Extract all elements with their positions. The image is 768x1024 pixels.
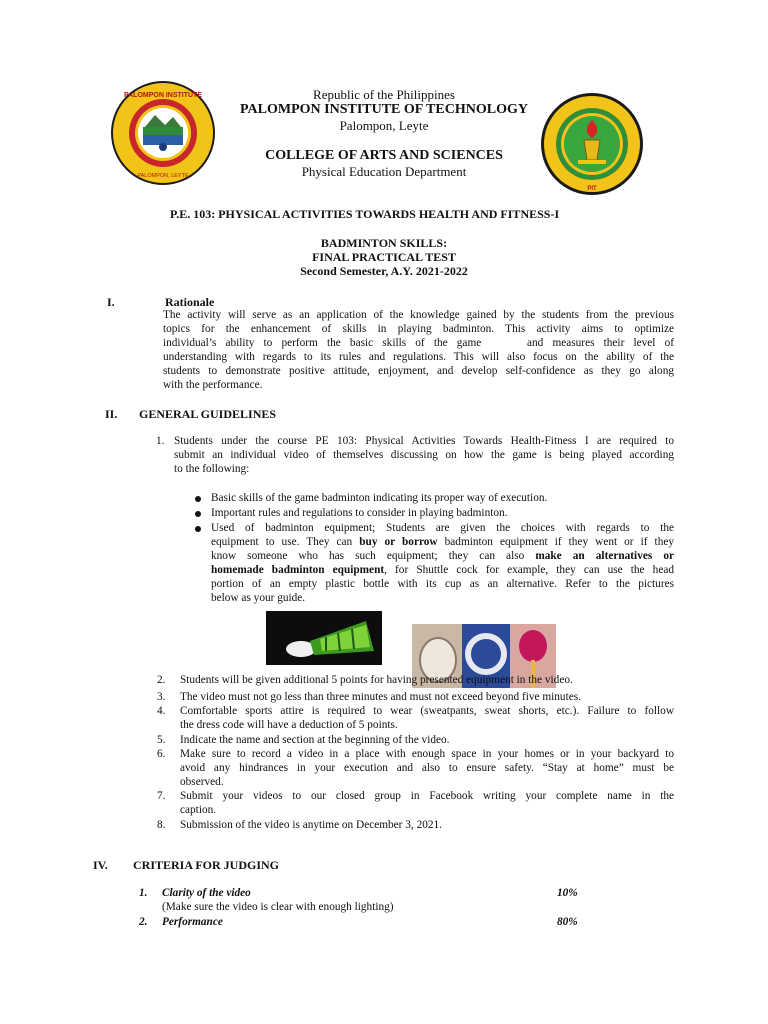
guideline-line: Submission of the video is anytime on December 3, 2021. bbox=[180, 819, 442, 831]
criteria-percent: 80% bbox=[557, 916, 578, 928]
guideline-line: Make sure to record a video in a place with enough space in your homes or in your backyard to bbox=[180, 748, 674, 760]
list-number: 4. bbox=[157, 705, 166, 717]
bullet-dot bbox=[195, 496, 201, 502]
list-number: 6. bbox=[157, 748, 166, 760]
bullet-line: portion of an empty plastic bottle with its cup as an alternative. Refer to the pictures bbox=[211, 578, 674, 590]
header-department: Physical Education Department bbox=[301, 164, 467, 179]
rationale-line: understanding with regards to its rules and regulations. This will also focus on the ability of the bbox=[163, 351, 674, 363]
bold-span: homemade badminton equipment bbox=[211, 564, 385, 576]
section-numeral: II. bbox=[105, 407, 118, 421]
section-title: Rationale bbox=[165, 295, 215, 309]
shuttlecock-photo bbox=[266, 611, 382, 665]
criteria-number: 2. bbox=[139, 916, 148, 928]
rationale-line: individual’s ability to perform the basic skills of the game and measures their level of bbox=[163, 337, 674, 349]
svg-text:PALOMPON, LEYTE: PALOMPON, LEYTE bbox=[137, 173, 189, 179]
test-line3: Second Semester, A.Y. 2021-2022 bbox=[300, 264, 468, 278]
guideline-line: the dress code will have a deduction of 5 points. bbox=[180, 719, 398, 731]
guideline-line: Indicate the name and section at the beginning of the video. bbox=[180, 734, 450, 746]
test-line2: FINAL PRACTICAL TEST bbox=[312, 250, 456, 264]
bullet-dot bbox=[195, 526, 201, 532]
criteria-number: 1. bbox=[139, 887, 148, 899]
bullet-text: Important rules and regulations to consider in playing badminton. bbox=[211, 507, 508, 519]
bold-span: buy or borrow bbox=[359, 536, 438, 548]
list-number: 3. bbox=[157, 691, 166, 703]
guideline-item bbox=[180, 789, 674, 817]
criteria-label: Clarity of the video bbox=[162, 887, 251, 899]
course-title: P.E. 103: PHYSICAL ACTIVITIES TOWARDS HEALTH AND FITNESS-I bbox=[170, 207, 560, 221]
list-number: 8. bbox=[157, 819, 166, 831]
criteria-note: (Make sure the video is clear with enough lighting) bbox=[162, 901, 394, 913]
rationale-line: The activity will serve as an application of the knowledge gained by the students from the previous bbox=[163, 309, 674, 321]
guideline-line: avoid any hindrances in your execution and also to ensure safety. “Stay at home” must be bbox=[180, 762, 674, 774]
guideline-item bbox=[180, 704, 674, 732]
rationale-line: topics for the enhancement of skills in playing badminton. This activity aims to optimize bbox=[163, 323, 674, 335]
list-number: 1. bbox=[156, 435, 165, 447]
guideline-line: to the following: bbox=[174, 463, 250, 475]
header-republic: Republic of the Philippines bbox=[313, 87, 455, 102]
guideline-item bbox=[180, 747, 674, 789]
guideline-line: The video must not go less than three minutes and must not exceed beyond five minutes. bbox=[180, 691, 581, 703]
bullet-line: below as your guide. bbox=[211, 592, 306, 604]
bullet-dot bbox=[195, 511, 201, 517]
section-title: GENERAL GUIDELINES bbox=[139, 407, 277, 421]
rationale-line: with the performance. bbox=[163, 379, 263, 391]
text-span: equipment to use. They can bbox=[211, 536, 360, 548]
test-line1: BADMINTON SKILLS: bbox=[320, 236, 448, 250]
rationale-line: students to demonstrate positive attitude, enjoyment, and develop self-confidence as they go along bbox=[163, 365, 674, 377]
bold-span: make an alternatives or bbox=[535, 550, 674, 562]
bullet-line bbox=[211, 563, 674, 577]
bullet-line bbox=[211, 549, 674, 563]
section-numeral: IV. bbox=[93, 858, 108, 872]
list-number: 7. bbox=[157, 790, 166, 802]
guideline-line: submit an individual video of themselves discussing on how the game is being played according bbox=[174, 449, 674, 461]
guideline-line: Students under the course PE 103: Physical Activities Towards Health-Fitness I are required to bbox=[174, 435, 674, 447]
svg-text:PIT: PIT bbox=[587, 186, 597, 192]
bullet-paragraph bbox=[211, 521, 674, 605]
pit-logo-text: PALOMPON INSTITUTE bbox=[123, 92, 203, 99]
rationale-paragraph bbox=[163, 308, 674, 392]
list-number: 2. bbox=[157, 674, 166, 686]
guideline-line: observed. bbox=[180, 776, 224, 788]
list-number: 5. bbox=[157, 734, 166, 746]
header-institution: PALOMPON INSTITUTE OF TECHNOLOGY bbox=[240, 102, 528, 117]
text-span: badminton equipment if they went or if they bbox=[437, 536, 675, 548]
criteria-label: Performance bbox=[162, 916, 223, 928]
header-location: Palompon, Leyte bbox=[339, 118, 429, 133]
bullet-line: Used of badminton equipment; Students are given the choices with regards to the bbox=[211, 522, 674, 534]
text-span: know someone who has such equipment; they can also bbox=[211, 550, 536, 562]
guideline-line: Students will be given additional 5 points for having presented equipment in the video. bbox=[180, 674, 573, 686]
guideline-line: Submit your videos to our closed group in Facebook writing your complete name in the bbox=[180, 790, 674, 802]
guideline-item bbox=[174, 434, 674, 476]
section-numeral: I. bbox=[107, 295, 115, 309]
section-title: CRITERIA FOR JUDGING bbox=[133, 858, 280, 872]
text-span: , for Shuttle cock for example, they can use the head bbox=[384, 564, 674, 576]
header-college: COLLEGE OF ARTS AND SCIENCES bbox=[265, 148, 503, 163]
criteria-percent: 10% bbox=[557, 887, 578, 899]
guideline-line: Comfortable sports attire is required to wear (sweatpants, sweat shorts, etc.). Failure to follow bbox=[180, 705, 674, 717]
guideline-line: caption. bbox=[180, 804, 217, 816]
bullet-line bbox=[211, 535, 674, 549]
bullet-text: Basic skills of the game badminton indicating its proper way of execution. bbox=[211, 492, 548, 504]
